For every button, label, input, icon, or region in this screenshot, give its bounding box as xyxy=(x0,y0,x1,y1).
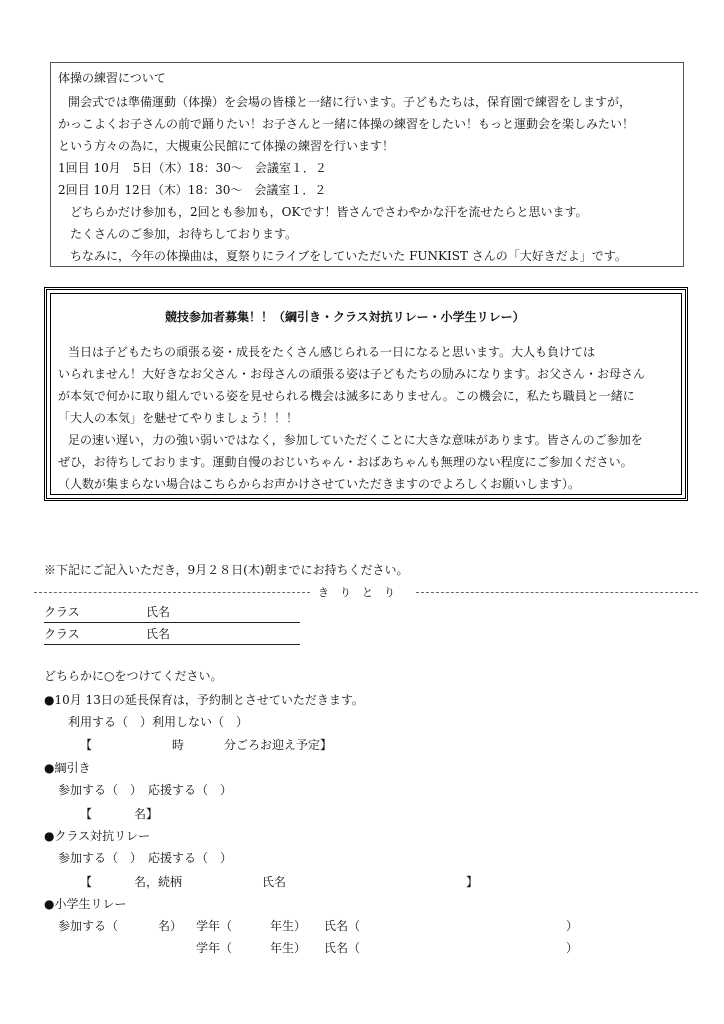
kids-relay-grade-close: 年生） xyxy=(270,919,307,933)
cut-line-right xyxy=(416,592,698,593)
kids-relay-heading: ●小学生リレー xyxy=(44,897,127,911)
tug-count-close: 名】 xyxy=(134,807,159,821)
kids-relay-name-open: 氏名（ xyxy=(324,919,361,933)
tug-of-war-options[interactable]: 参加する（ ） 応援する（ ） xyxy=(58,783,233,797)
extended-care-heading: ●10月 13日の延長保育は，予約制とさせていただきます。 xyxy=(44,693,364,707)
recruit-line: 当日は子どもたちの頑張る姿・成長をたくさん感じられる一日になると思います。大人も負けては xyxy=(68,345,596,359)
extended-care-options[interactable]: 利用する（ ）利用しない（ ） xyxy=(68,715,249,729)
recruit-line: （人数が集まらない場合はこちらからお声かけさせていただきますのでよろしくお願いします）。 xyxy=(58,477,581,491)
kids-relay-name-close: ） xyxy=(566,941,579,955)
submission-notice: ※下記にご記入いただき，9月２８日(木)朝までにお持ちください。 xyxy=(44,563,409,577)
name-label: 氏名 xyxy=(146,605,171,619)
pickup-hour-label: 時 xyxy=(172,738,185,752)
practice-session-1: 1回目 10月 5日（木）18：30～ 会議室１．２ xyxy=(58,161,327,175)
practice-line: ちなみに，今年の体操曲は，夏祭りにライブをしていただいた FUNKIST さんの「大好きだよ」です。 xyxy=(70,249,627,263)
kids-relay-grade-close: 年生） xyxy=(270,941,307,955)
cut-line-label: き り と り xyxy=(318,586,395,599)
pickup-open-bracket: 【 xyxy=(80,738,93,752)
practice-title: 体操の練習について xyxy=(58,71,166,85)
class-name-field[interactable] xyxy=(44,644,300,645)
recruit-line: ぜひ，お待ちしております。運動自慢のおじいちゃん・おばあちゃんも無理のない程度にご参加ください。 xyxy=(58,455,633,469)
practice-line: たくさんのご参加，お待ちしております。 xyxy=(70,227,298,241)
class-label: クラス xyxy=(44,605,80,619)
practice-line: かっこよくお子さんの前で踊りたい！お子さんと一緒に体操の練習をしたい！もっと運動会を楽しみたい！ xyxy=(58,117,635,131)
kids-relay-join-open: 参加する（ xyxy=(58,919,119,933)
cut-line-left xyxy=(34,592,310,593)
form-instruction: どちらかに○をつけてください。 xyxy=(44,669,223,683)
recruit-line: が本気で何かに取り組んでいる姿を見せられる機会は滅多にありません。この機会に，私たち職員と一緒に xyxy=(58,389,635,403)
kids-relay-name-close: ） xyxy=(566,919,579,933)
class-relay-heading: ●クラス対抗リレー xyxy=(44,829,151,843)
kids-relay-name-open: 氏名（ xyxy=(324,941,361,955)
practice-line: という方々の為に，大槻東公民館にて体操の練習を行います！ xyxy=(58,139,395,153)
pickup-minute-label: 分ごろお迎え予定】 xyxy=(224,738,333,752)
tug-count-open: 【 xyxy=(80,807,93,821)
recruit-title: 競技参加者募集！！（綱引き・クラス対抗リレー・小学生リレー） xyxy=(165,310,525,324)
recruit-line: 「大人の本気」を魅せてやりましょう！！！ xyxy=(58,411,299,425)
tug-of-war-heading: ●綱引き xyxy=(44,761,91,775)
recruit-line: 足の速い遅い，力の強い弱いではなく，参加していただくことに大きな意味があります。皆さんのご参加を xyxy=(68,433,643,447)
recruit-line: いられません！大好きなお父さん・お母さんの頑張る姿は子どもたちの励みになります。お父さん・お母さん xyxy=(58,367,646,381)
practice-line: どちらかだけ参加も，2回とも参加も，OKです！皆さんでさわやかな汗を流せたらと思います。 xyxy=(70,205,588,219)
class-relay-name-label: 氏名 xyxy=(262,875,287,889)
kids-relay-grade-open: 学年（ xyxy=(196,919,233,933)
name-label: 氏名 xyxy=(146,627,171,641)
class-relay-count-open: 【 xyxy=(80,875,93,889)
class-name-field[interactable] xyxy=(44,622,300,623)
kids-relay-join-close: 名） xyxy=(158,919,183,933)
kids-relay-grade-open: 学年（ xyxy=(196,941,233,955)
practice-line: 開会式では準備運動（体操）を会場の皆様と一緒に行います。子どもたちは，保育園で練習をしますが， xyxy=(68,95,632,109)
class-relay-options[interactable]: 参加する（ ） 応援する（ ） xyxy=(58,851,233,865)
class-relay-relation-label: 名，続柄 xyxy=(134,875,183,889)
practice-session-2: 2回目 10月 12日（木）18：30～ 会議室１．２ xyxy=(58,183,327,197)
class-label: クラス xyxy=(44,627,80,641)
class-relay-close: 】 xyxy=(466,875,479,889)
